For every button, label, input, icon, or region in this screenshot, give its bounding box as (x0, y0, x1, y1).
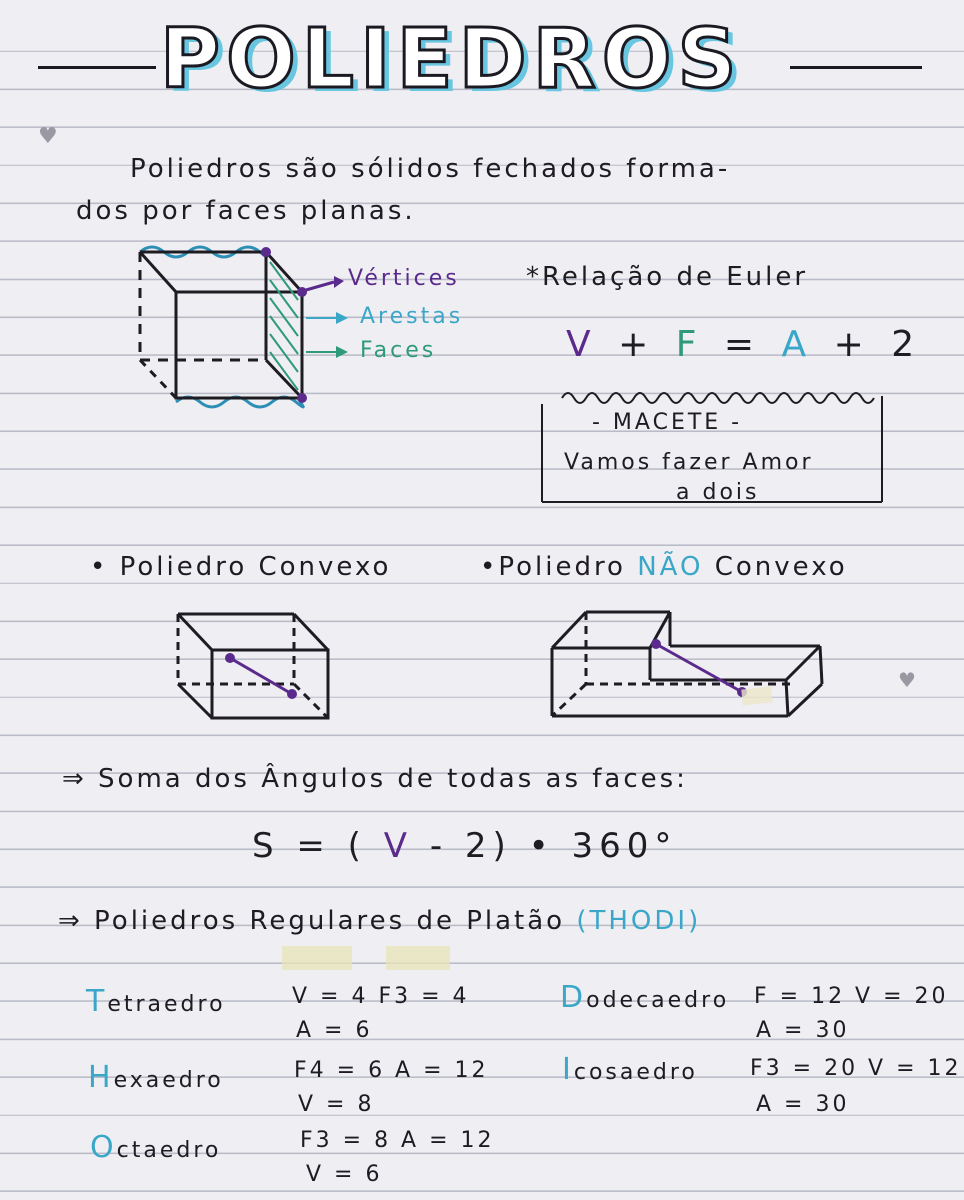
solid-name (562, 1052, 698, 1087)
euler-heading: *Relação de Euler (526, 262, 809, 292)
solid-name-rest: etraedro (107, 992, 226, 1017)
solid-initial: D (560, 980, 587, 1015)
solid-name (88, 1060, 224, 1095)
label-faces: Faces (360, 338, 437, 363)
soma-v: V (383, 826, 414, 866)
page-title: POLIEDROS (160, 12, 743, 107)
definition-line-1: Poliedros são sólidos fechados forma- (130, 154, 731, 184)
solid-initial: I (562, 1052, 574, 1087)
label-vertices: Vértices (348, 266, 460, 291)
soma-s: S = ( (252, 826, 367, 866)
solid-values: A = 30 (756, 1018, 850, 1043)
soma-formula (252, 826, 677, 866)
solid-initial: T (86, 984, 108, 1019)
solid-values: V = 6 (306, 1162, 383, 1187)
macete-heading: - MACETE - (592, 410, 743, 435)
soma-rest: - 2) • 360° (429, 826, 678, 866)
solid-values: F3 = 20 V = 12 (750, 1056, 962, 1081)
heart-icon: ♥ (898, 668, 916, 692)
solid-name-rest: odecaedro (586, 988, 730, 1013)
euler-equals: = (723, 324, 763, 365)
soma-heading: ⇒ Soma dos Ângulos de todas as faces: (62, 764, 688, 794)
nao-convexo-prefix: •Poliedro (480, 552, 626, 582)
solid-values: V = 4 F3 = 4 (292, 984, 470, 1009)
solid-name-rest: exaedro (113, 1068, 224, 1093)
euler-a: A (781, 324, 815, 365)
solid-values: A = 6 (296, 1018, 373, 1043)
solid-name-rest: cosaedro (573, 1060, 698, 1085)
washi-tape (386, 946, 450, 970)
solid-name (86, 984, 226, 1019)
macete-line-1: Vamos fazer Amor (564, 450, 814, 475)
solid-name-rest: ctaedro (116, 1138, 222, 1163)
euler-f: F (675, 324, 705, 365)
solid-initial: H (88, 1060, 114, 1095)
solid-values: F4 = 6 A = 12 (294, 1058, 489, 1083)
platao-heading-text: ⇒ Poliedros Regulares de Platão (58, 906, 566, 936)
heart-icon: ♥ (38, 124, 58, 149)
thodi: (THODI) (576, 906, 702, 936)
washi-tape (282, 946, 352, 970)
nao-word: NÃO (637, 552, 704, 582)
solid-values: V = 8 (298, 1092, 375, 1117)
label-arestas: Arestas (360, 304, 464, 329)
solid-name (90, 1130, 221, 1165)
euler-plus: + (618, 324, 657, 365)
macete-line-2: a dois (676, 480, 760, 505)
solid-name (560, 980, 729, 1015)
platao-heading (58, 906, 701, 936)
solid-initial: O (90, 1130, 117, 1165)
nao-convexo-suffix: Convexo (714, 552, 848, 582)
definition-line-2: dos por faces planas. (76, 196, 416, 226)
solid-values: F3 = 8 A = 12 (300, 1128, 495, 1153)
convexo-heading: • Poliedro Convexo (90, 552, 392, 582)
euler-v: V (566, 324, 599, 365)
solid-values: A = 30 (756, 1092, 850, 1117)
euler-plus-two: + 2 (833, 324, 923, 365)
solid-values: F = 12 V = 20 (754, 984, 949, 1009)
